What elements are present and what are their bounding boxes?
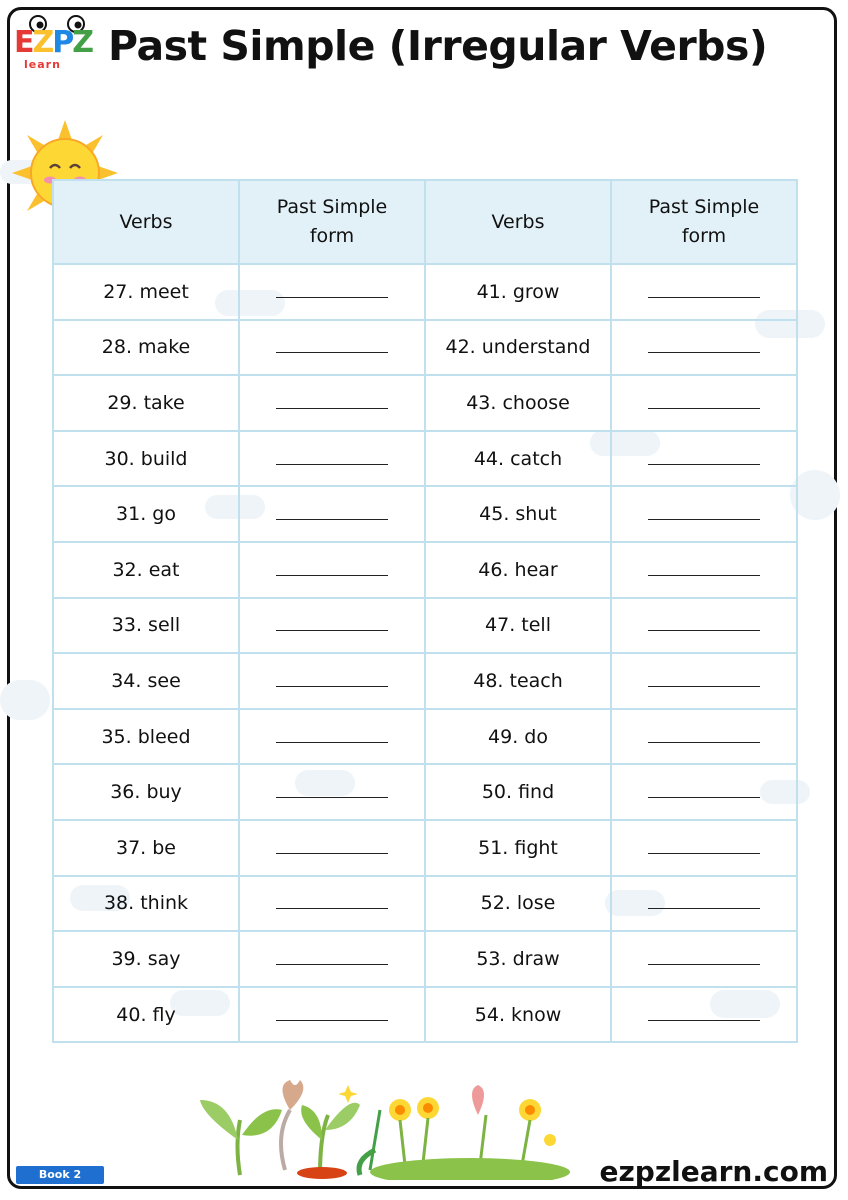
answer-blank[interactable]: [239, 709, 425, 765]
answer-line[interactable]: [648, 616, 760, 631]
verb-cell: 51. fight: [425, 820, 611, 876]
answer-line[interactable]: [276, 338, 388, 353]
verb-cell: 43. choose: [425, 375, 611, 431]
table-row: [53, 931, 797, 987]
answer-blank[interactable]: [611, 431, 797, 487]
verb-cell: 52. lose: [425, 876, 611, 932]
table-row: [53, 264, 797, 320]
table-header-row: [53, 180, 797, 264]
header-past-form: Past Simple form: [239, 180, 425, 264]
answer-line[interactable]: [648, 728, 760, 743]
verb-cell: 33. sell: [53, 598, 239, 654]
flowers-illustration: [200, 1080, 580, 1180]
answer-blank[interactable]: [239, 264, 425, 320]
answer-line[interactable]: [648, 505, 760, 520]
answer-line[interactable]: [276, 839, 388, 854]
answer-blank[interactable]: [239, 598, 425, 654]
answer-line[interactable]: [648, 561, 760, 576]
answer-line[interactable]: [276, 450, 388, 465]
answer-blank[interactable]: [611, 876, 797, 932]
answer-blank[interactable]: [239, 764, 425, 820]
verb-cell: 49. do: [425, 709, 611, 765]
header-past-form: Past Simple form: [611, 180, 797, 264]
verb-cell: 34. see: [53, 653, 239, 709]
ezpz-logo: [14, 12, 94, 72]
table-row: [53, 542, 797, 598]
logo-subtext: learn: [24, 58, 61, 71]
answer-blank[interactable]: [239, 820, 425, 876]
answer-line[interactable]: [648, 450, 760, 465]
verb-cell: 29. take: [53, 375, 239, 431]
answer-line[interactable]: [648, 1006, 760, 1021]
verb-cell: 38. think: [53, 876, 239, 932]
verbs-table: [52, 179, 798, 1043]
table-row: [53, 431, 797, 487]
answer-line[interactable]: [276, 505, 388, 520]
verb-cell: 30. build: [53, 431, 239, 487]
answer-line[interactable]: [648, 894, 760, 909]
header-verbs: Verbs: [425, 180, 611, 264]
answer-line[interactable]: [648, 283, 760, 298]
page-title: Past Simple (Irregular Verbs): [108, 22, 768, 70]
answer-blank[interactable]: [239, 931, 425, 987]
verb-cell: 37. be: [53, 820, 239, 876]
answer-line[interactable]: [276, 894, 388, 909]
answer-blank[interactable]: [611, 486, 797, 542]
verb-cell: 40. fly: [53, 987, 239, 1043]
answer-line[interactable]: [276, 283, 388, 298]
answer-blank[interactable]: [611, 931, 797, 987]
answer-blank[interactable]: [611, 764, 797, 820]
header-verbs: Verbs: [53, 180, 239, 264]
answer-line[interactable]: [276, 616, 388, 631]
answer-blank[interactable]: [611, 709, 797, 765]
logo-letters: EZPZ: [14, 25, 93, 60]
answer-line[interactable]: [276, 728, 388, 743]
verb-cell: 31. go: [53, 486, 239, 542]
verb-cell: 53. draw: [425, 931, 611, 987]
answer-blank[interactable]: [611, 598, 797, 654]
cloud-decoration: [0, 680, 50, 720]
answer-blank[interactable]: [239, 876, 425, 932]
table-row: [53, 320, 797, 376]
answer-blank[interactable]: [239, 542, 425, 598]
answer-line[interactable]: [648, 783, 760, 798]
answer-blank[interactable]: [611, 375, 797, 431]
table-row: [53, 987, 797, 1043]
table-row: [53, 820, 797, 876]
answer-blank[interactable]: [611, 987, 797, 1043]
answer-blank[interactable]: [239, 987, 425, 1043]
answer-blank[interactable]: [239, 431, 425, 487]
answer-blank[interactable]: [239, 320, 425, 376]
verb-cell: 35. bleed: [53, 709, 239, 765]
answer-line[interactable]: [648, 839, 760, 854]
answer-line[interactable]: [276, 394, 388, 409]
verb-cell: 50. find: [425, 764, 611, 820]
verb-cell: 45. shut: [425, 486, 611, 542]
book-badge: Book 2: [16, 1166, 104, 1184]
verb-cell: 41. grow: [425, 264, 611, 320]
answer-line[interactable]: [648, 338, 760, 353]
answer-blank[interactable]: [611, 653, 797, 709]
answer-line[interactable]: [276, 672, 388, 687]
answer-line[interactable]: [648, 672, 760, 687]
answer-blank[interactable]: [239, 653, 425, 709]
verb-cell: 48. teach: [425, 653, 611, 709]
verb-cell: 54. know: [425, 987, 611, 1043]
answer-blank[interactable]: [239, 375, 425, 431]
answer-line[interactable]: [648, 950, 760, 965]
verb-cell: 32. eat: [53, 542, 239, 598]
verb-cell: 27. meet: [53, 264, 239, 320]
answer-line[interactable]: [648, 394, 760, 409]
verb-cell: 42. understand: [425, 320, 611, 376]
table-row: [53, 486, 797, 542]
verb-cell: 39. say: [53, 931, 239, 987]
verb-cell: 47. tell: [425, 598, 611, 654]
answer-line[interactable]: [276, 783, 388, 798]
table-row: [53, 764, 797, 820]
answer-blank[interactable]: [611, 820, 797, 876]
answer-blank[interactable]: [611, 320, 797, 376]
verb-cell: 36. buy: [53, 764, 239, 820]
table-row: [53, 876, 797, 932]
answer-line[interactable]: [276, 950, 388, 965]
answer-blank[interactable]: [611, 542, 797, 598]
website-label: ezpzlearn.com: [599, 1155, 828, 1188]
table-row: [53, 653, 797, 709]
answer-line[interactable]: [276, 1006, 388, 1021]
answer-line[interactable]: [276, 561, 388, 576]
table-row: [53, 598, 797, 654]
answer-blank[interactable]: [611, 264, 797, 320]
verb-cell: 46. hear: [425, 542, 611, 598]
verb-cell: 28. make: [53, 320, 239, 376]
verb-cell: 44. catch: [425, 431, 611, 487]
answer-blank[interactable]: [239, 486, 425, 542]
table-row: [53, 709, 797, 765]
table-row: [53, 375, 797, 431]
